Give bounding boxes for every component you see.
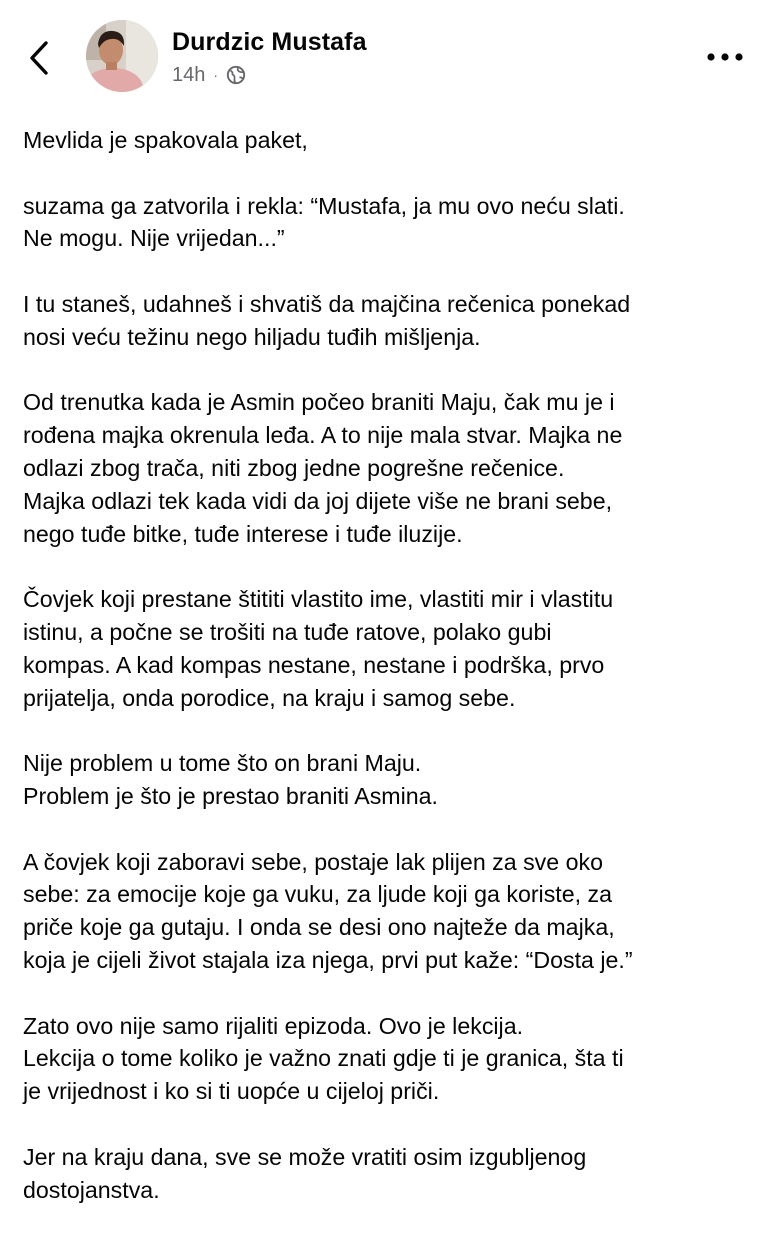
more-horizontal-icon <box>702 44 748 70</box>
avatar[interactable] <box>86 20 158 92</box>
post-paragraph-8: Zato ovo nije samo rijaliti epizoda. Ovo je lekcija. Lekcija o tome koliko je važno znati gdje ti je granica, šta ti je vrijednost i ko si ti uopće u cijeloj priči. <box>23 1012 624 1105</box>
post-paragraph-2: suzama ga zatvorila i rekla: “Mustafa, ja mu ovo neću slati. Ne mogu. Nije vrijedan...” <box>23 192 625 252</box>
post-paragraph-6: Nije problem u tome što on brani Maju. Problem je što je prestao braniti Asmina. <box>23 750 438 809</box>
post-header <box>0 0 767 110</box>
post-paragraph-3: I tu staneš, udahneš i shvatiš da majčina rečenica ponekad nosi veću težinu nego hiljadu tuđih mišljenja. <box>23 290 631 350</box>
post-paragraph-1: Mevlida je spakovala paket, <box>23 127 308 153</box>
author-name[interactable]: Durdzic Mustafa <box>172 28 367 56</box>
back-button[interactable] <box>22 36 62 80</box>
globe-icon[interactable] <box>226 65 246 85</box>
post-paragraph-9: Jer na kraju dana, sve se može vratiti osim izgubljenog dostojanstva. <box>23 1143 587 1203</box>
post-paragraph-7: A čovjek koji zaboravi sebe, postaje lak plijen za sve oko sebe: za emocije koje ga vuku, za ljude koji ga koriste, za priče koje ga gutaju. I onda se desi ono najteže da majka, koja je cijeli život stajala iza njega, prvi put kaže: “Dosta je.” <box>23 848 633 973</box>
chevron-left-icon <box>22 36 62 80</box>
post-paragraph-5: Čovjek koji prestane štititi vlastito ime, vlastiti mir i vlastitu istinu, a počne se trošiti na tuđe ratove, polako gubi kompas. A kad kompas nestane, nestane i podrška, prvo prijatelja, onda porodice, na kraju i samog sebe. <box>23 586 614 711</box>
more-options-button[interactable] <box>702 44 748 70</box>
post-text <box>23 124 753 1239</box>
post-meta <box>172 62 246 88</box>
post-timestamp[interactable]: 14h <box>172 63 206 86</box>
avatar-photo <box>86 20 158 92</box>
post-paragraph-4: Od trenutka kada je Asmin počeo braniti Maju, čak mu je i rođena majka okrenula leđa. A to nije mala stvar. Majka ne odlazi zbog trača, niti zbog jedne pogrešne rečenice. Majka odlazi tek kada vidi da joj dijete više ne brani sebe, nego tuđe bitke, tuđe interese i tuđe iluzije. <box>23 389 623 547</box>
meta-separator: · <box>213 67 219 83</box>
